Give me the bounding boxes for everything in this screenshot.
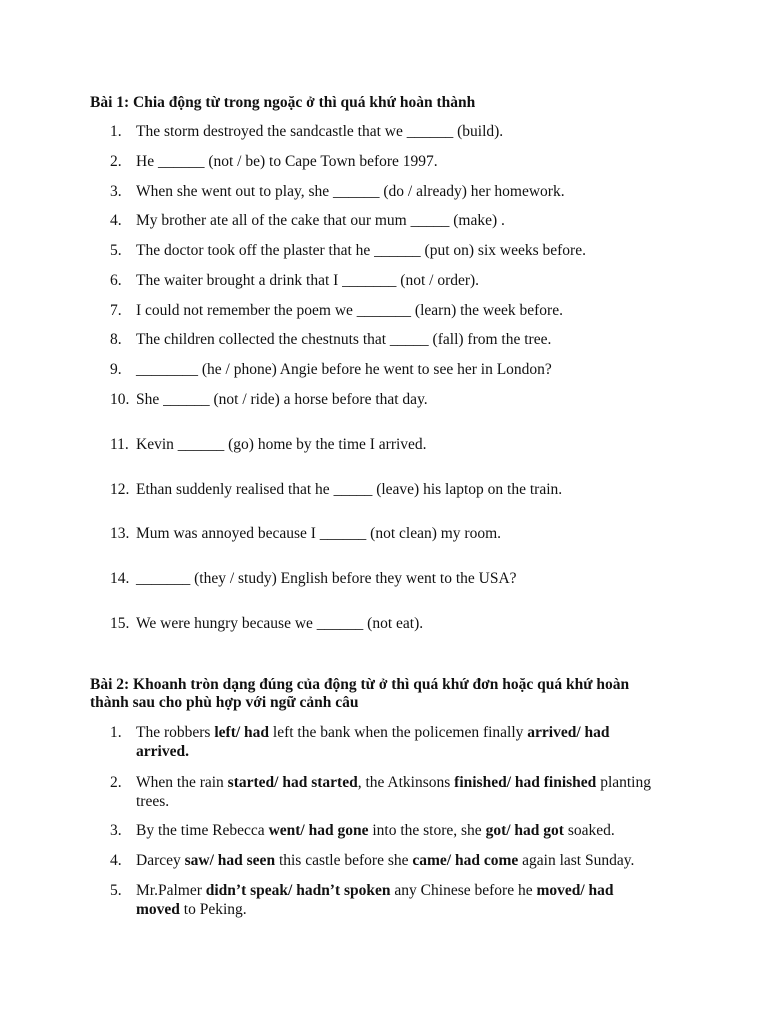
verb-choice: left/ had bbox=[214, 724, 270, 741]
text-run: By the time Rebecca bbox=[136, 822, 269, 839]
item-number: 3. bbox=[110, 822, 122, 839]
item-text: He ______ (not / be) to Cape Town before 1997. bbox=[136, 153, 438, 170]
exercise-1-title: Bài 1: Chia động từ trong ngoặc ở thì quá khứ hoàn thành bbox=[90, 94, 476, 111]
verb-choice: went/ had gone bbox=[268, 822, 369, 839]
item-number: 5. bbox=[110, 882, 122, 899]
item-text: Ethan suddenly realised that he _____ (leave) his laptop on the train. bbox=[136, 481, 563, 498]
item-text bbox=[136, 881, 686, 919]
item-number: 6. bbox=[110, 272, 122, 289]
text-run: to Peking. bbox=[179, 901, 247, 918]
text-run: soaked. bbox=[563, 822, 615, 839]
text-run: , the Atkinsons bbox=[357, 774, 455, 791]
item-text: I could not remember the poem we _______ (learn) the week before. bbox=[136, 302, 563, 319]
item-text: We were hungry because we ______ (not eat). bbox=[136, 615, 424, 632]
item-text: The storm destroyed the sandcastle that we ______ (build). bbox=[136, 123, 504, 140]
item-number: 15. bbox=[110, 615, 130, 632]
item-number: 8. bbox=[110, 331, 122, 348]
text-run: Mr.Palmer bbox=[136, 882, 206, 899]
text-run: trees. bbox=[136, 793, 170, 810]
item-number: 10. bbox=[110, 391, 130, 408]
verb-choice: started/ had started bbox=[227, 774, 358, 791]
verb-choice: got/ had got bbox=[485, 822, 564, 839]
item-text bbox=[136, 773, 686, 811]
text-run: left the bank when the policemen finally bbox=[269, 724, 528, 741]
text-run: Darcey bbox=[136, 852, 185, 869]
exercise-2-title: Bài 2: Khoanh tròn dạng đúng của động từ ở thì quá khứ đơn hoặc quá khứ hoàn bbox=[90, 676, 630, 693]
text-run: When the rain bbox=[136, 774, 228, 791]
item-text: She ______ (not / ride) a horse before that day. bbox=[136, 391, 428, 408]
item-text: The waiter brought a drink that I _______ (not / order). bbox=[136, 272, 480, 289]
item-number: 5. bbox=[110, 242, 122, 259]
item-number: 4. bbox=[110, 852, 122, 869]
verb-choice: saw/ had seen bbox=[184, 852, 276, 869]
text-run: any Chinese before he bbox=[390, 882, 537, 899]
item-number: 2. bbox=[110, 774, 122, 791]
verb-choice: didn’t speak/ hadn’t spoken bbox=[205, 882, 391, 899]
item-text bbox=[136, 821, 686, 840]
item-number: 11. bbox=[110, 436, 129, 453]
verb-choice: moved/ had bbox=[536, 882, 614, 899]
item-number: 2. bbox=[110, 153, 122, 170]
item-text: Kevin ______ (go) home by the time I arrived. bbox=[136, 436, 427, 453]
item-text: ________ (he / phone) Angie before he went to see her in London? bbox=[136, 361, 552, 378]
item-number: 14. bbox=[110, 570, 130, 587]
item-text: When she went out to play, she ______ (do / already) her homework. bbox=[136, 183, 565, 200]
item-number: 7. bbox=[110, 302, 122, 319]
item-text: The doctor took off the plaster that he ______ (put on) six weeks before. bbox=[136, 242, 586, 259]
item-number: 1. bbox=[110, 724, 122, 741]
text-run: The robbers bbox=[136, 724, 215, 741]
exercise-2-title-cont: thành sau cho phù hợp với ngữ cảnh câu bbox=[90, 694, 359, 711]
verb-choice: came/ had come bbox=[412, 852, 519, 869]
text-run: again last Sunday. bbox=[518, 852, 635, 869]
verb-choice: arrived/ had bbox=[527, 724, 610, 741]
item-number: 4. bbox=[110, 212, 122, 229]
item-number: 13. bbox=[110, 525, 130, 542]
verb-choice: arrived. bbox=[136, 743, 189, 760]
text-run: this castle before she bbox=[275, 852, 413, 869]
item-text: My brother ate all of the cake that our mum _____ (make) . bbox=[136, 212, 505, 229]
item-text: Mum was annoyed because I ______ (not clean) my room. bbox=[136, 525, 502, 542]
item-number: 1. bbox=[110, 123, 122, 140]
text-run: planting bbox=[596, 774, 651, 791]
verb-choice: finished/ had finished bbox=[454, 774, 597, 791]
item-text bbox=[136, 723, 686, 761]
item-text bbox=[136, 851, 686, 870]
item-number: 3. bbox=[110, 183, 122, 200]
item-text: The children collected the chestnuts that _____ (fall) from the tree. bbox=[136, 331, 552, 348]
item-number: 9. bbox=[110, 361, 122, 378]
verb-choice: moved bbox=[136, 901, 180, 918]
text-run: into the store, she bbox=[368, 822, 486, 839]
item-number: 12. bbox=[110, 481, 130, 498]
item-text: _______ (they / study) English before they went to the USA? bbox=[136, 570, 517, 587]
